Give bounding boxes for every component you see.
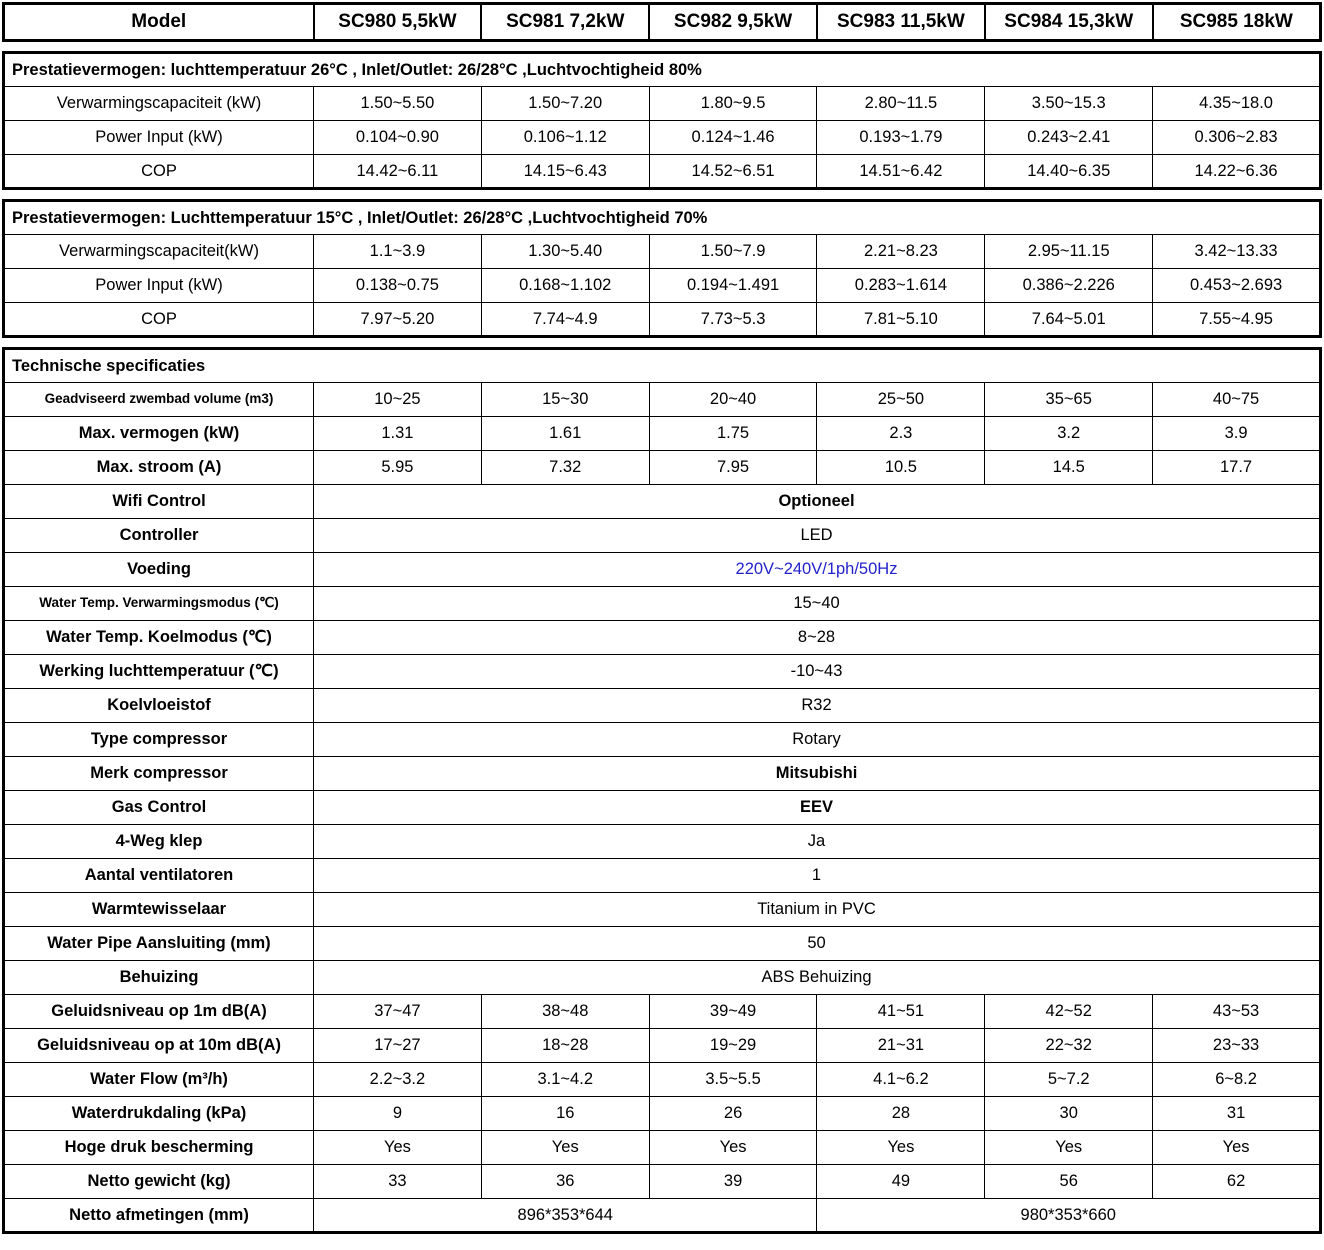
- performance-15c-table: [2, 199, 1322, 338]
- cell-value: 0.243~2.41: [985, 121, 1153, 155]
- shared-value: EEV: [314, 791, 1321, 825]
- shared-value: Rotary: [314, 723, 1321, 757]
- cell-value: 10.5: [817, 451, 985, 485]
- cell-value: 14.22~6.36: [1153, 155, 1321, 189]
- cell-value: 30: [985, 1097, 1153, 1131]
- table-row: [4, 235, 1321, 269]
- performance-26c-table: [2, 51, 1322, 190]
- cell-value: 19~29: [649, 1029, 817, 1063]
- row-label: Koelvloeistof: [4, 689, 314, 723]
- table-row: [4, 893, 1321, 927]
- cell-value: 2.95~11.15: [985, 235, 1153, 269]
- shared-value: 50: [314, 927, 1321, 961]
- table-row: [4, 417, 1321, 451]
- table-row: [4, 303, 1321, 337]
- cell-value: 7.32: [481, 451, 649, 485]
- cell-value: 15~30: [481, 383, 649, 417]
- cell-value: Yes: [649, 1131, 817, 1165]
- cell-value: 0.124~1.46: [649, 121, 817, 155]
- cell-value: 9: [314, 1097, 482, 1131]
- table-row: [4, 87, 1321, 121]
- cell-value: 18~28: [481, 1029, 649, 1063]
- cell-value: 1.31: [314, 417, 482, 451]
- cell-value: 39~49: [649, 995, 817, 1029]
- cell-value: 0.138~0.75: [314, 269, 482, 303]
- row-label: Gas Control: [4, 791, 314, 825]
- row-label: Geluidsniveau op at 10m dB(A): [4, 1029, 314, 1063]
- technical-specs-table: [2, 347, 1322, 1234]
- cell-value: 16: [481, 1097, 649, 1131]
- table-row: [4, 485, 1321, 519]
- section-title-26c: Prestatievermogen: luchttemperatuur 26°C , Inlet/Outlet: 26/28°C ,Luchtvochtigheid 80%: [4, 53, 1321, 87]
- shared-value: Mitsubishi: [314, 757, 1321, 791]
- cell-value: 14.5: [985, 451, 1153, 485]
- cell-value: 33: [314, 1165, 482, 1199]
- cell-value: 10~25: [314, 383, 482, 417]
- table-row: [4, 519, 1321, 553]
- row-label: Verwarmingscapaciteit (kW): [4, 87, 314, 121]
- cell-value: 14.42~6.11: [314, 155, 482, 189]
- model-name-sc980: SC980 5,5kW: [314, 4, 482, 41]
- row-label: Max. stroom (A): [4, 451, 314, 485]
- cell-value: 40~75: [1153, 383, 1321, 417]
- table-row: [4, 383, 1321, 417]
- table-row: [4, 757, 1321, 791]
- cell-value: 3.50~15.3: [985, 87, 1153, 121]
- cell-value: 22~32: [985, 1029, 1153, 1063]
- cell-value: 7.95: [649, 451, 817, 485]
- cell-value: 0.106~1.12: [481, 121, 649, 155]
- cell-value: 4.1~6.2: [817, 1063, 985, 1097]
- row-label: COP: [4, 303, 314, 337]
- section-title-row: [4, 201, 1321, 235]
- table-row: [4, 927, 1321, 961]
- shared-value: Titanium in PVC: [314, 893, 1321, 927]
- row-label: Werking luchttemperatuur (℃): [4, 655, 314, 689]
- row-label: Aantal ventilatoren: [4, 859, 314, 893]
- cell-value: 7.73~5.3: [649, 303, 817, 337]
- row-label: Netto gewicht (kg): [4, 1165, 314, 1199]
- cell-value: 25~50: [817, 383, 985, 417]
- cell-value: 56: [985, 1165, 1153, 1199]
- table-row: [4, 1063, 1321, 1097]
- section-title-row: [4, 349, 1321, 383]
- table-row: [4, 155, 1321, 189]
- table-row: [4, 723, 1321, 757]
- dimensions-value: 980*353*660: [817, 1199, 1321, 1233]
- section-title-specs: Technische specificaties: [4, 349, 1321, 383]
- section-title-15c: Prestatievermogen: Luchttemperatuur 15°C , Inlet/Outlet: 26/28°C ,Luchtvochtigheid 70%: [4, 201, 1321, 235]
- cell-value: 2.80~11.5: [817, 87, 985, 121]
- row-label: Geluidsniveau op 1m dB(A): [4, 995, 314, 1029]
- cell-value: 1.30~5.40: [481, 235, 649, 269]
- dimensions-value: 896*353*644: [314, 1199, 817, 1233]
- row-label: Warmtewisselaar: [4, 893, 314, 927]
- table-row: [4, 655, 1321, 689]
- row-label: Wifi Control: [4, 485, 314, 519]
- cell-value: 20~40: [649, 383, 817, 417]
- cell-value: 17.7: [1153, 451, 1321, 485]
- table-row: [4, 587, 1321, 621]
- shared-value: R32: [314, 689, 1321, 723]
- cell-value: 28: [817, 1097, 985, 1131]
- row-label: Merk compressor: [4, 757, 314, 791]
- cell-value: 36: [481, 1165, 649, 1199]
- row-label: Geadviseerd zwembad volume (m3): [4, 383, 314, 417]
- model-name-sc981: SC981 7,2kW: [481, 4, 649, 41]
- table-row: [4, 825, 1321, 859]
- cell-value: 0.283~1.614: [817, 269, 985, 303]
- row-label: Verwarmingscapaciteit(kW): [4, 235, 314, 269]
- cell-value: 14.40~6.35: [985, 155, 1153, 189]
- shared-value: ABS Behuizing: [314, 961, 1321, 995]
- row-label: Type compressor: [4, 723, 314, 757]
- table-row: [4, 621, 1321, 655]
- model-header-table: [2, 2, 1322, 42]
- row-label: COP: [4, 155, 314, 189]
- cell-value: 7.55~4.95: [1153, 303, 1321, 337]
- table-row: [4, 121, 1321, 155]
- model-name-sc985: SC985 18kW: [1153, 4, 1321, 41]
- cell-value: Yes: [314, 1131, 482, 1165]
- row-label: Water Flow (m³/h): [4, 1063, 314, 1097]
- cell-value: 23~33: [1153, 1029, 1321, 1063]
- cell-value: 49: [817, 1165, 985, 1199]
- table-row: [4, 689, 1321, 723]
- cell-value: 7.97~5.20: [314, 303, 482, 337]
- row-label: Water Pipe Aansluiting (mm): [4, 927, 314, 961]
- model-name-sc983: SC983 11,5kW: [817, 4, 985, 41]
- shared-value: 1: [314, 859, 1321, 893]
- row-label: Max. vermogen (kW): [4, 417, 314, 451]
- cell-value: 7.74~4.9: [481, 303, 649, 337]
- row-label: Water Temp. Verwarmingsmodus (℃): [4, 587, 314, 621]
- cell-value: 2.3: [817, 417, 985, 451]
- cell-value: 21~31: [817, 1029, 985, 1063]
- cell-value: 3.2: [985, 417, 1153, 451]
- cell-value: 4.35~18.0: [1153, 87, 1321, 121]
- model-header-row: [4, 4, 1321, 41]
- cell-value: 1.1~3.9: [314, 235, 482, 269]
- cell-value: 37~47: [314, 995, 482, 1029]
- table-row: [4, 1131, 1321, 1165]
- model-header-label: Model: [4, 4, 314, 41]
- table-row: [4, 1097, 1321, 1131]
- cell-value: 35~65: [985, 383, 1153, 417]
- shared-value: 220V~240V/1ph/50Hz: [314, 553, 1321, 587]
- cell-value: Yes: [985, 1131, 1153, 1165]
- cell-value: 1.50~5.50: [314, 87, 482, 121]
- shared-value: LED: [314, 519, 1321, 553]
- model-name-sc982: SC982 9,5kW: [649, 4, 817, 41]
- cell-value: Yes: [817, 1131, 985, 1165]
- cell-value: 38~48: [481, 995, 649, 1029]
- table-row: [4, 1029, 1321, 1063]
- cell-value: 2.2~3.2: [314, 1063, 482, 1097]
- cell-value: 0.386~2.226: [985, 269, 1153, 303]
- row-label: Controller: [4, 519, 314, 553]
- table-row: [4, 791, 1321, 825]
- table-row: [4, 1165, 1321, 1199]
- table-row: [4, 1199, 1321, 1233]
- cell-value: 39: [649, 1165, 817, 1199]
- row-label: Power Input (kW): [4, 121, 314, 155]
- cell-value: 0.194~1.491: [649, 269, 817, 303]
- cell-value: 7.64~5.01: [985, 303, 1153, 337]
- table-row: [4, 995, 1321, 1029]
- row-label: Waterdrukdaling (kPa): [4, 1097, 314, 1131]
- cell-value: 1.75: [649, 417, 817, 451]
- cell-value: 1.80~9.5: [649, 87, 817, 121]
- cell-value: 14.52~6.51: [649, 155, 817, 189]
- cell-value: 6~8.2: [1153, 1063, 1321, 1097]
- cell-value: 3.5~5.5: [649, 1063, 817, 1097]
- table-row: [4, 961, 1321, 995]
- cell-value: 42~52: [985, 995, 1153, 1029]
- row-label: Netto afmetingen (mm): [4, 1199, 314, 1233]
- row-label: Behuizing: [4, 961, 314, 995]
- cell-value: 43~53: [1153, 995, 1321, 1029]
- cell-value: Yes: [1153, 1131, 1321, 1165]
- cell-value: 1.50~7.9: [649, 235, 817, 269]
- cell-value: 2.21~8.23: [817, 235, 985, 269]
- cell-value: 31: [1153, 1097, 1321, 1131]
- cell-value: 3.9: [1153, 417, 1321, 451]
- row-label: Voeding: [4, 553, 314, 587]
- shared-value: Optioneel: [314, 485, 1321, 519]
- cell-value: 5~7.2: [985, 1063, 1153, 1097]
- row-label: Power Input (kW): [4, 269, 314, 303]
- cell-value: 26: [649, 1097, 817, 1131]
- row-label: Hoge druk bescherming: [4, 1131, 314, 1165]
- row-label: 4-Weg klep: [4, 825, 314, 859]
- cell-value: 62: [1153, 1165, 1321, 1199]
- cell-value: 14.15~6.43: [481, 155, 649, 189]
- table-row: [4, 269, 1321, 303]
- shared-value: -10~43: [314, 655, 1321, 689]
- row-label: Water Temp. Koelmodus (℃): [4, 621, 314, 655]
- cell-value: Yes: [481, 1131, 649, 1165]
- shared-value: Ja: [314, 825, 1321, 859]
- section-title-row: [4, 53, 1321, 87]
- table-row: [4, 553, 1321, 587]
- cell-value: 7.81~5.10: [817, 303, 985, 337]
- table-row: [4, 451, 1321, 485]
- shared-value: 15~40: [314, 587, 1321, 621]
- cell-value: 5.95: [314, 451, 482, 485]
- cell-value: 3.42~13.33: [1153, 235, 1321, 269]
- cell-value: 1.61: [481, 417, 649, 451]
- cell-value: 0.168~1.102: [481, 269, 649, 303]
- cell-value: 0.104~0.90: [314, 121, 482, 155]
- cell-value: 14.51~6.42: [817, 155, 985, 189]
- cell-value: 3.1~4.2: [481, 1063, 649, 1097]
- cell-value: 0.193~1.79: [817, 121, 985, 155]
- cell-value: 17~27: [314, 1029, 482, 1063]
- table-row: [4, 859, 1321, 893]
- cell-value: 0.453~2.693: [1153, 269, 1321, 303]
- cell-value: 1.50~7.20: [481, 87, 649, 121]
- cell-value: 0.306~2.83: [1153, 121, 1321, 155]
- shared-value: 8~28: [314, 621, 1321, 655]
- model-name-sc984: SC984 15,3kW: [985, 4, 1153, 41]
- cell-value: 41~51: [817, 995, 985, 1029]
